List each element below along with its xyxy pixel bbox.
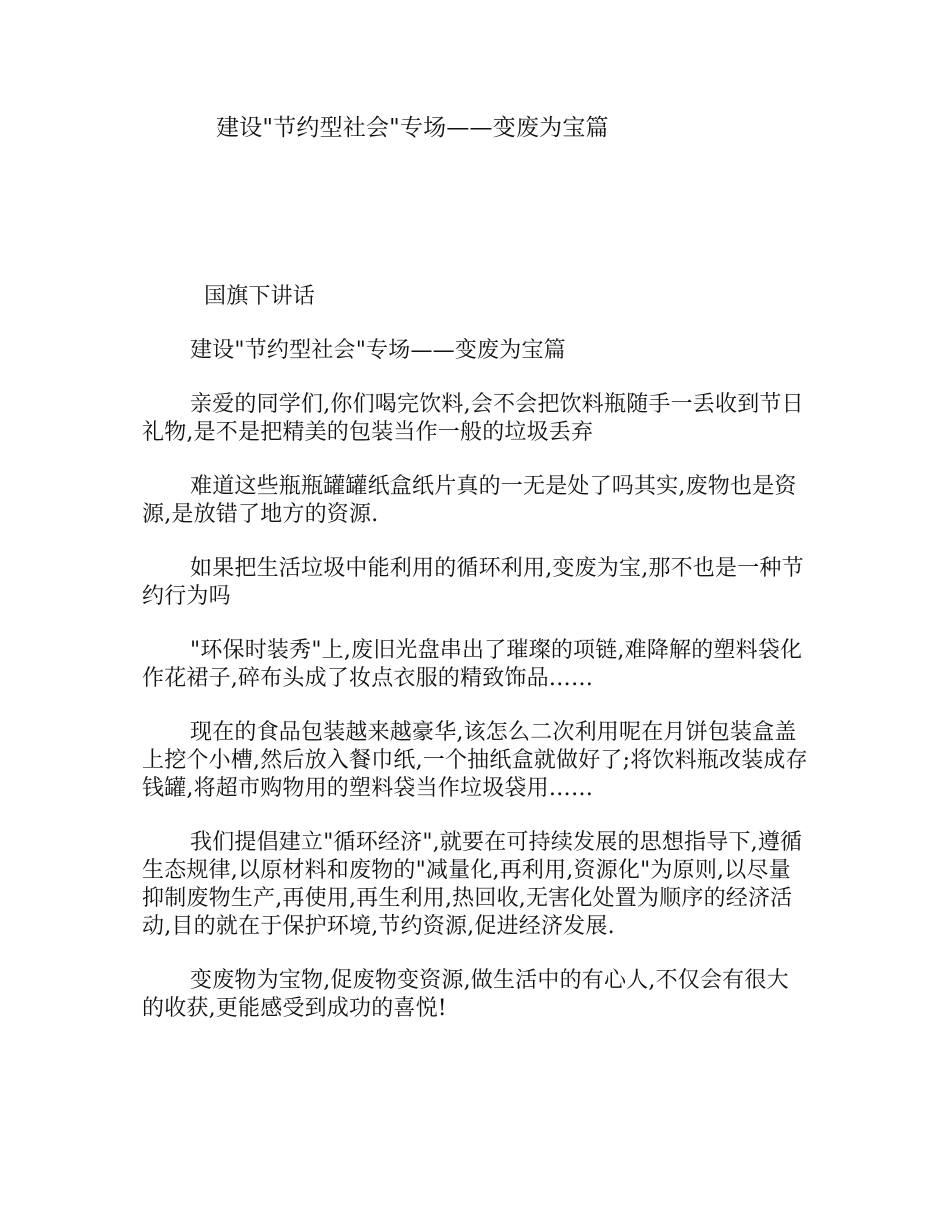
paragraph: 我们提倡建立"循环经济",就要在可持续发展的思想指导下,遵循生态规律,以原材料和废物的"减量化,再利用,资源化"为原则,以尽量抑制废物生产,再使用,再生利用,热回收,无害化处置为顺序的经济活动,目的就在于保护环境,节约资源,促进经济发展. <box>142 830 803 939</box>
speech-subtitle: 建设"节约型社会"专场——变废为宝篇 <box>190 338 566 363</box>
paragraph: 如果把生活垃圾中能利用的循环利用,变废为宝,那不也是一种节约行为吗 <box>142 556 804 609</box>
paragraph: 亲爱的同学们,你们喝完饮料,会不会把饮料瓶随手一丢收到节日礼物,是不是把精美的包装当作一般的垃圾丢弃 <box>142 392 804 445</box>
paragraph: "环保时装秀"上,废旧光盘串出了璀璨的项链,难降解的塑料袋化作花裙子,碎布头成了妆点衣服的精致饰品…… <box>142 638 803 691</box>
paragraph: 变废物为宝物,促废物变资源,做生活中的有心人,不仅会有很大的收获,更能感受到成功的喜悦! <box>142 968 789 1021</box>
paragraph: 现在的食品包装越来越豪华,该怎么二次利用呢在月饼包装盒盖上挖个小槽,然后放入餐巾纸,一个抽纸盒就做好了;将饮料瓶改装成存钱罐,将超市购物用的塑料袋当作垃圾袋用…… <box>142 720 808 801</box>
speech-heading: 国旗下讲话 <box>204 284 316 309</box>
document-title: 建设"节约型社会"专场——变废为宝篇 <box>216 115 609 141</box>
paragraph: 难道这些瓶瓶罐罐纸盒纸片真的一无是处了吗其实,废物也是资源,是放错了地方的资源. <box>142 474 797 527</box>
document-body <box>142 283 810 1049</box>
